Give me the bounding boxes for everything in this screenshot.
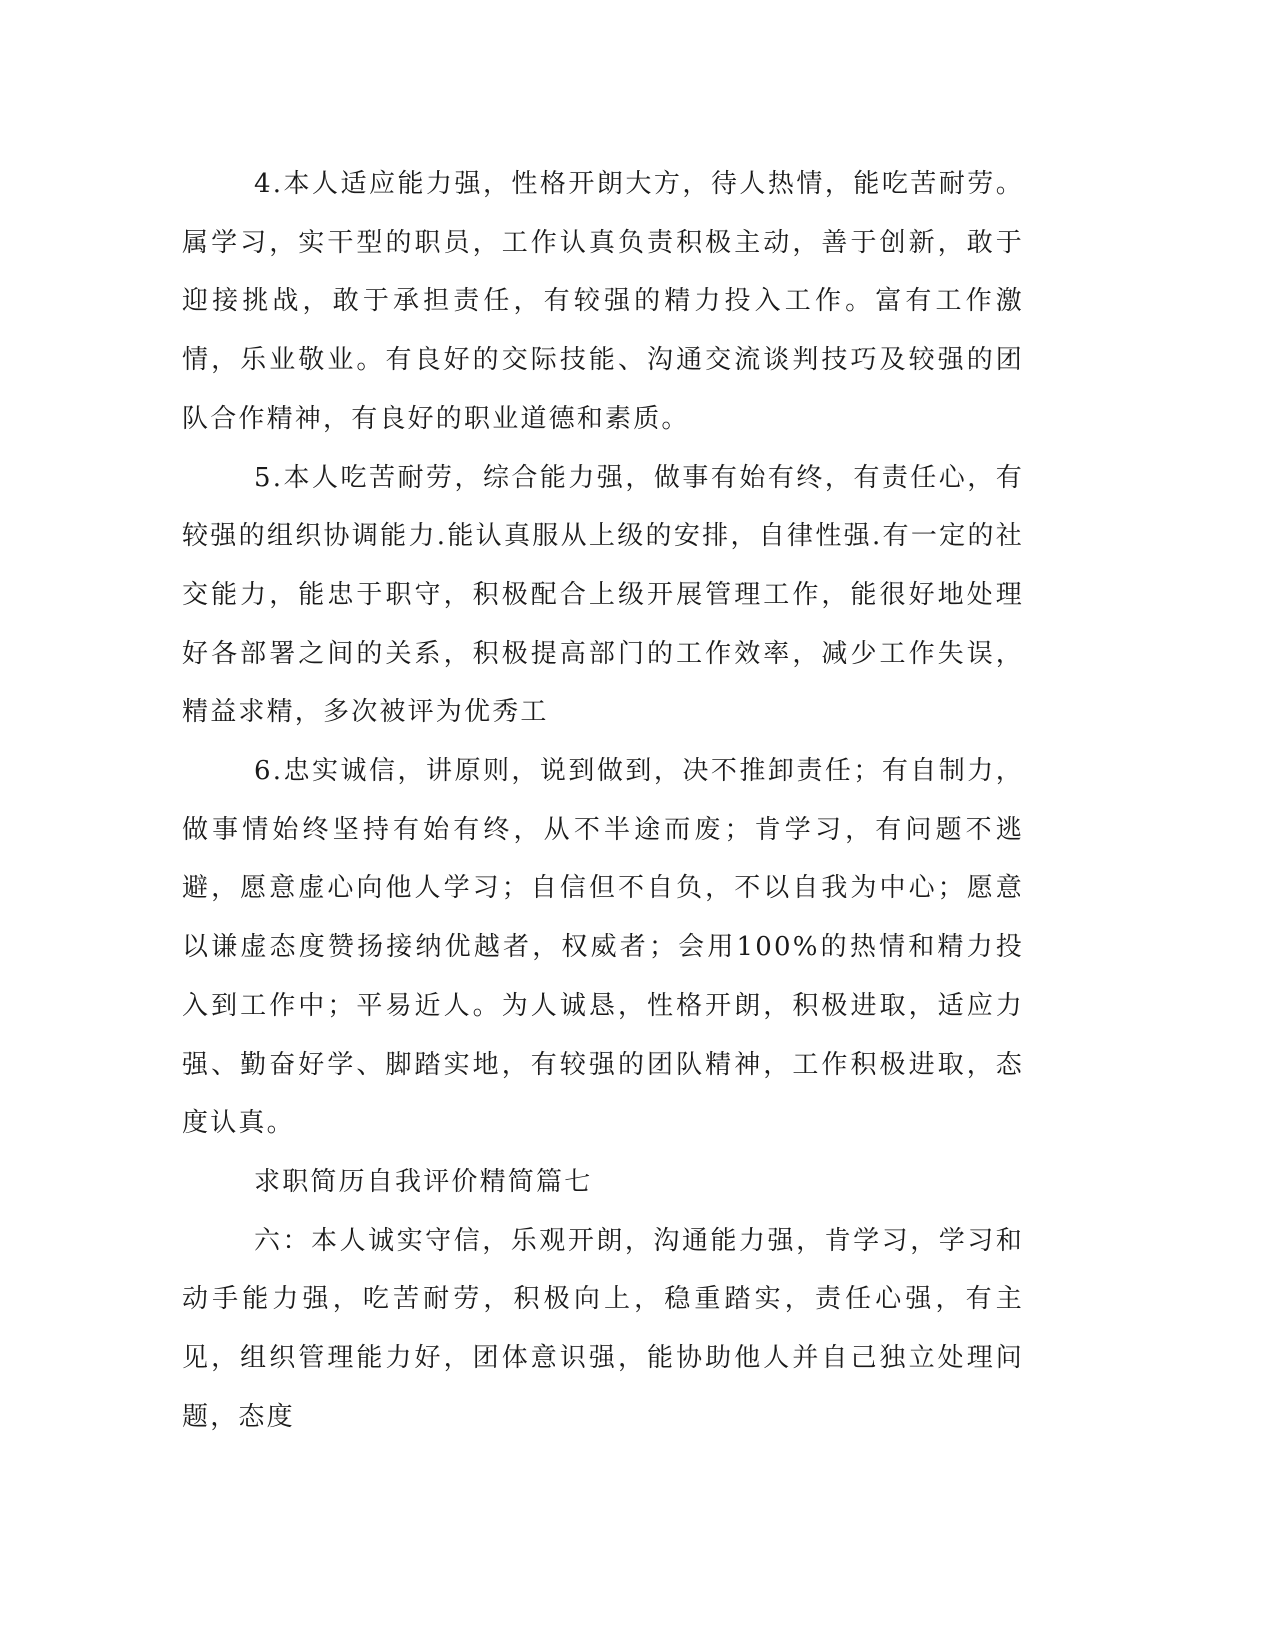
paragraph-6: 6.忠实诚信，讲原则，说到做到，决不推卸责任；有自制力，做事情始终坚持有始有终，从不半途而废；肯学习，有问题不逃避，愿意虚心向他人学习；自信但不自负，不以自我为中心；愿意以谦虚态度赞扬接纳优越者，权威者；会用100%的热情和精力投入到工作中；平易近人。为人诚恳，性格开朗，积极进取，适应力强、勤奋好学、脚踏实地，有较强的团队精神，工作积极进取，态度认真。: [182, 756, 1024, 1139]
paragraph-six: 六：本人诚实守信，乐观开朗，沟通能力强，肯学习，学习和动手能力强，吃苦耐劳，积极向上，稳重踏实，责任心强，有主见，组织管理能力好，团体意识强，能协助他人并自己独立处理问题，态度: [182, 1225, 1024, 1432]
paragraph-5: 5.本人吃苦耐劳，综合能力强，做事有始有终，有责任心，有较强的组织协调能力.能认真服从上级的安排，自律性强.有一定的社交能力，能忠于职守，积极配合上级开展管理工作，能很好地处理好各部署之间的关系，积极提高部门的工作效率，减少工作失误，精益求精，多次被评为优秀工: [182, 462, 1024, 728]
paragraph-4: 4.本人适应能力强，性格开朗大方，待人热情，能吃苦耐劳。属学习，实干型的职员，工作认真负责积极主动，善于创新，敢于迎接挑战，敢于承担责任，有较强的精力投入工作。富有工作激情，乐业敬业。有良好的交际技能、沟通交流谈判技巧及较强的团队合作精神，有良好的职业道德和素质。: [182, 169, 1024, 434]
section-heading: 求职简历自我评价精简篇七: [254, 1166, 593, 1197]
document-body: [182, 155, 1024, 1446]
